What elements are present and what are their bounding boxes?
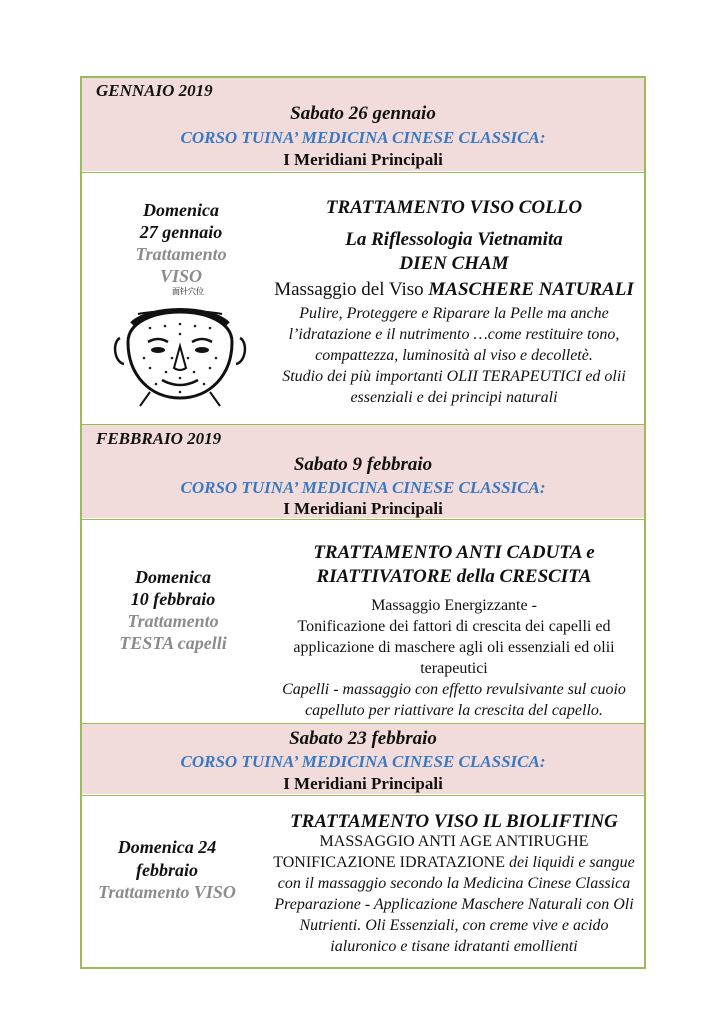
event-description bbox=[262, 855, 646, 871]
event-subtitle-2: DIEN CHAM bbox=[399, 253, 509, 274]
event-description: ialuronico e tisane idratanti emollienti bbox=[330, 938, 578, 955]
face-reflexology-illustration bbox=[110, 280, 250, 408]
course-subtitle: I Meridiani Principali bbox=[283, 774, 443, 793]
course-subtitle: I Meridiani Principali bbox=[283, 499, 443, 518]
month-label: FEBBRAIO 2019 bbox=[96, 429, 222, 448]
event-title: TRATTAMENTO VISO COLLO bbox=[325, 197, 583, 218]
course-date: Sabato 23 febbraio bbox=[289, 728, 437, 749]
liquids-label: dei liquidi e sangue bbox=[504, 854, 635, 871]
event-type: Trattamento bbox=[127, 611, 219, 631]
event-subtitle: La Riflessologia Vietnamita bbox=[345, 229, 563, 250]
event-title: TRATTAMENTO VISO IL BIOLIFTING bbox=[290, 811, 618, 832]
event-description: Massaggio Energizzante - bbox=[371, 597, 537, 614]
event-description: capelluto per riattivare la crescita del capello. bbox=[305, 702, 603, 719]
event-day: Domenica bbox=[135, 567, 211, 587]
event-date: febbraio bbox=[136, 860, 198, 880]
event-date: 27 gennaio bbox=[139, 222, 223, 242]
event-description: terapeutici bbox=[420, 660, 488, 677]
masks-label: MASCHERE NATURALI bbox=[428, 279, 634, 300]
event-description: con il massaggio secondo la Medicina Cinese Classica bbox=[277, 875, 631, 892]
event-title-2: RIATTIVATORE della CRESCITA bbox=[316, 566, 592, 587]
divider bbox=[82, 172, 644, 173]
event-description: MASSAGGIO ANTI AGE ANTIRUGHE bbox=[319, 833, 589, 850]
course-title: CORSO TUINA’ MEDICINA CINESE CLASSICA: bbox=[180, 478, 546, 497]
event-description: essenziali e dei principi naturali bbox=[350, 389, 558, 406]
divider bbox=[82, 795, 644, 796]
massage-label: Massaggio del Viso bbox=[274, 279, 429, 300]
event-description: applicazione di maschere agli oli essenziali ed olii bbox=[293, 639, 615, 656]
month-label: GENNAIO 2019 bbox=[96, 81, 213, 100]
event-description: Preparazione - Applicazione Maschere Naturali con Oli bbox=[274, 896, 634, 913]
event-description: Nutrienti. Oli Essenziali, con creme vive e acido bbox=[299, 917, 609, 934]
event-description: compattezza, luminosità al viso e decolletè. bbox=[315, 347, 593, 364]
event-type: Trattamento VISO bbox=[98, 882, 236, 902]
event-type-detail: TESTA capelli bbox=[119, 633, 227, 653]
event-title: TRATTAMENTO ANTI CADUTA e bbox=[313, 542, 595, 563]
event-description: Studio dei più importanti OLII TERAPEUTICI ed olii bbox=[282, 368, 626, 385]
event-description: l’idratazione e il nutrimento …come restituire tono, bbox=[288, 326, 620, 343]
event-description: Capelli - massaggio con effetto revulsivante sul cuoio bbox=[282, 681, 626, 698]
illustration-caption: 面针穴位 bbox=[172, 287, 204, 296]
event-type-detail: VISO bbox=[159, 266, 203, 286]
event-day: Domenica bbox=[143, 200, 219, 220]
tonification-label: TONIFICAZIONE IDRATAZIONE bbox=[273, 854, 505, 871]
event-date: 10 febbraio bbox=[130, 589, 216, 609]
course-subtitle: I Meridiani Principali bbox=[283, 150, 443, 169]
course-date: Sabato 26 gennaio bbox=[290, 103, 436, 124]
event-type: Trattamento bbox=[135, 244, 227, 264]
course-title: CORSO TUINA’ MEDICINA CINESE CLASSICA: bbox=[180, 752, 546, 771]
divider bbox=[82, 519, 644, 520]
event-description: Tonificazione dei fattori di crescita dei capelli ed bbox=[297, 618, 611, 635]
event-day: Domenica 24 bbox=[117, 837, 217, 857]
event-description: Pulire, Proteggere e Riparare la Pelle ma anche bbox=[299, 305, 609, 322]
course-date: Sabato 9 febbraio bbox=[293, 454, 433, 475]
event-massage-line bbox=[262, 280, 646, 299]
course-title: CORSO TUINA’ MEDICINA CINESE CLASSICA: bbox=[180, 128, 546, 147]
